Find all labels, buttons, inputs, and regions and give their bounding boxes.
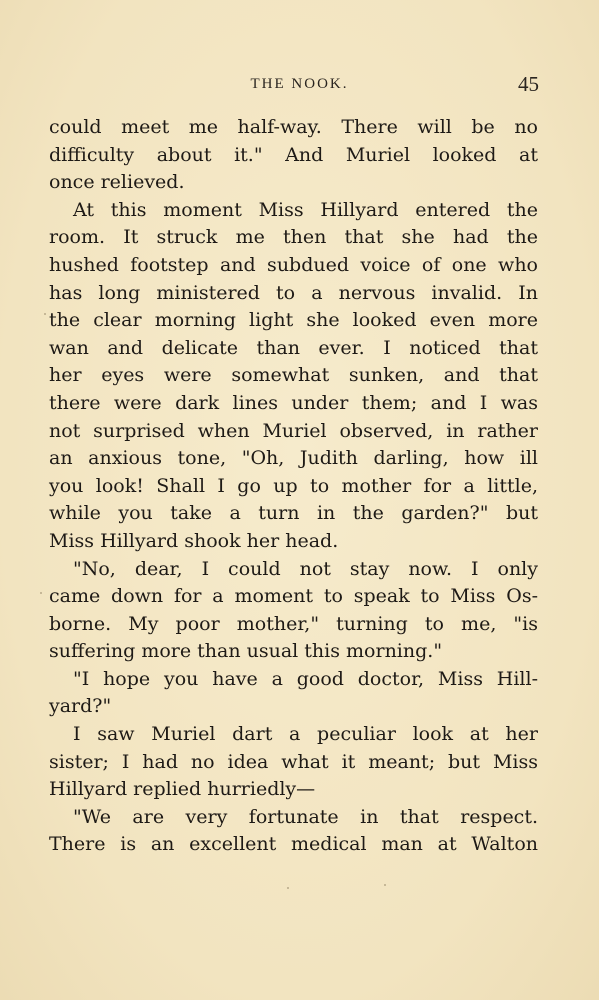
text-line: borne. My poor mother," turning to me, "is [49,612,538,635]
text-line: her eyes were somewhat sunken, and that [49,364,538,387]
text-line: the clear morning light she looked even more [49,309,538,332]
page-number: 45 [518,72,539,96]
text-line: Hillyard replied hurriedly— [49,778,316,801]
text-line: Miss Hillyard shook her head. [49,529,339,552]
text-line: At this moment Miss Hillyard entered the [73,198,538,221]
paper-speck [384,884,386,886]
text-line: sister; I had no idea what it meant; but Miss [49,750,538,773]
text-line: there were dark lines under them; and I was [49,391,538,414]
paper-speck [40,592,42,594]
page-header [0,72,599,102]
text-line: could meet me half-way. There will be no [49,116,538,138]
text-line: once relieved. [49,171,185,194]
text-line: came down for a moment to speak to Miss Os- [49,585,538,608]
text-line: has long ministered to a nervous invalid. In [49,281,538,304]
text-line: not surprised when Muriel observed, in rather [49,419,538,442]
text-line: "No, dear, I could not stay now. I only [73,557,538,580]
text-line: suffering more than usual this morning." [49,640,443,663]
text-line: yard?" [49,695,112,718]
text-line: "I hope you have a good doctor, Miss Hill- [73,667,538,690]
text-line: you look! Shall I go up to mother for a little, [49,474,538,497]
text-line: There is an excellent medical man at Walton [49,833,538,856]
text-line: "We are very fortunate in that respect. [73,805,538,828]
text-line: an anxious tone, "Oh, Judith darling, how ill [49,447,538,470]
text-line: room. It struck me then that she had the [49,226,538,249]
paper-speck [287,887,289,889]
running-head: THE NOOK. [250,76,349,92]
text-line: wan and delicate than ever. I noticed that [49,336,538,359]
text-line: I saw Muriel dart a peculiar look at her [73,723,538,746]
body-text [49,114,538,859]
text-line: difficulty about it." And Muriel looked at [49,143,538,166]
paper-speck [44,313,46,315]
text-line: while you take a turn in the garden?" but [49,502,538,525]
text-line: hushed footstep and subdued voice of one who [49,253,538,276]
